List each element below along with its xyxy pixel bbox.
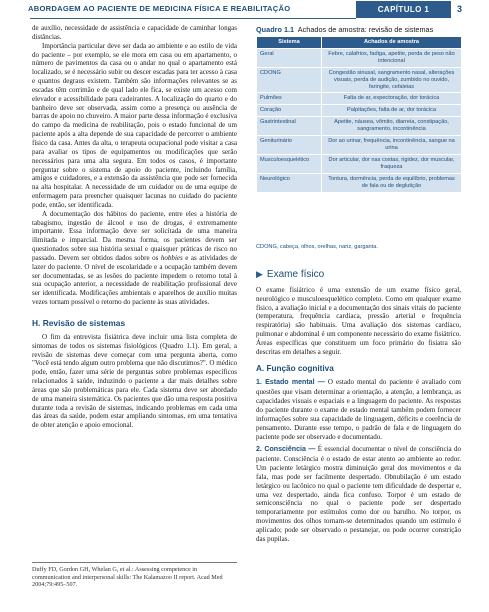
subsection-heading: A. Função cognitiva (256, 363, 334, 373)
table-header-row (257, 37, 462, 49)
table-cell: Geral (257, 48, 322, 67)
table-cell: Geniturinário (257, 136, 322, 155)
section-heading-text: Exame físico (266, 269, 325, 280)
table-row (257, 173, 462, 192)
reference-divider (32, 562, 237, 563)
inline-heading: 2. Consciência — (256, 446, 316, 454)
table-cell: Dor articular, dor nas costas, rigidez, dor muscular, fraqueza (322, 154, 462, 173)
table-cell: Pulmões (257, 93, 322, 105)
table-header-cell: Achados de amostra (322, 37, 462, 49)
table-cell: Congestão sinusal, sangramento nasal, alterações visuais, perda de audição, zumbido no ouvido, faringite, cefaleias (322, 67, 462, 93)
table-row (257, 105, 462, 117)
review-of-systems-table (256, 36, 462, 193)
right-column (256, 270, 461, 544)
body-paragraph (256, 378, 461, 441)
body-paragraph: O fim da entrevista fisiátrica deve incluir uma lista completa de sintomas de todos os sistemas fisiológicos (Quadro 1.1). Em geral, a revisão de sistemas deve começar com uma pergunta aberta, como "Você está tendo algum outro problema que não discutimos?". O médico pode, então, fazer uma série de perguntas sobre problemas específicos relacionados à saúde, induzindo o paciente a dar mais detalhes sobre áreas que são problemáticas para ele. Cada sistema deve ser abordado de uma maneira sistemática. Os pacientes que dão uma resposta positiva durante toda a revisão de sistemas, indicando problemas em cada uma das áreas da saúde, podem estar ampliando sintomas, em uma tentativa de obter atenção e apoio emocional. (32, 332, 237, 430)
table-row (257, 154, 462, 173)
table-cell: Febre, calafrios, fadiga, apetite, perda de peso não intencional (322, 48, 462, 67)
emphasis-text: hobbies (160, 253, 183, 262)
page-number: 3 (457, 4, 463, 14)
body-paragraph: de auxílio, necessidade de assistência e capacidade de caminhar longas distâncias. (32, 24, 237, 41)
table-cell: Musculoesquelético (257, 154, 322, 173)
left-column (32, 24, 237, 430)
chapter-tab: CAPÍTULO 1 (356, 1, 451, 18)
running-header (0, 0, 489, 20)
table-cell: Coração (257, 105, 322, 117)
table-row (257, 48, 462, 67)
table-cell: Falta de ar, expectoração, dor torácica (322, 93, 462, 105)
table-cell: CDONG (257, 67, 322, 93)
body-text: É essencial documentar o nível de consciência do paciente. Consciência é o estado de estar atento ao ambiente ao redor. Um paciente letárgico mostra diminuição geral dos movimentos e da fala, mas pode ser facilmente despertado. Obnubilação é um estado letárgico ou lacônico no qual o paciente tem dificuldade de despertar e, uma vez despertado, ainda fica confuso. Torpor é um estado de semiconsciência no qual o paciente pode ser despertado temporariamente por estímulos como dor ou barulho. No torpor, os movimentos dos olhos tornam-se determinados quando um estímulo é aplicado; pode ser observado o pestanejar, ou pode ocorrer constrição das pupilas. (256, 445, 462, 543)
table-cell: Palpitações, falta de ar, dor torácica (322, 105, 462, 117)
table-row (257, 93, 462, 105)
table-cell: Tontura, dormência, perda de equilíbrio, problemas de fala ou de deglutição (322, 173, 462, 192)
table-cell: Gastrintestinal (257, 117, 322, 136)
table-cell: Apetite, náusea, vômito, diarreia, constipação, sangramento, incontinência (322, 117, 462, 136)
triangle-bullet-icon: ▶ (256, 269, 263, 279)
table-cell: Dor ao urinar, frequência, incontinência, sangue na urina (322, 136, 462, 155)
table-header-cell: Sistema (257, 37, 322, 49)
inline-heading: 1. Estado mental — (256, 379, 325, 387)
table-footnote: CDONG, cabeça, olhos, orelhas, nariz, garganta. (256, 244, 378, 250)
body-text: O estado mental do paciente é avaliado com questões que visam determinar a orientação, a atenção, a lembrança, as capacidades visuais e espaciais e a linguagem do paciente. As respostas do paciente durante o exame de estado mental também podem fornecer informações sobre sua capacidade de linguagem, déficits e coerência de pensamento. Durante esse tempo, o padrão de fala e de linguagem do paciente pode ser observado e documentado. (256, 378, 462, 441)
table-caption: Achados de amostra: revisão de sistemas (297, 25, 434, 34)
reference-text: Duffy FD, Gordon GH, Whelan G, et al.: Assessing competence in communication and interpersonal skills: The Kalamazoo II report. Acad Med 2004;79:495–507. (32, 566, 223, 589)
section-heading (256, 270, 461, 280)
table-row (257, 136, 462, 155)
body-paragraph: O exame fisiátrico é uma extensão de um exame físico geral, neurológico e musculoesquelético completo. Como em qualquer exame físico, a avaliação inicial e a documentação dos sinais vitais do paciente (temperatura, frequência cardíaca, pressão arterial e frequência respiratória) são habituais. Uma avaliação dos sistemas cardíaco, pulmonar e abdominal é um componente necessário do exame fisiátrico. Áreas específicas que constituem um foco primário do fisiatra são descritas em detalhes a seguir. (256, 285, 461, 356)
table-title (256, 25, 433, 34)
body-text: e as atividades de lazer do paciente. O nível de escolaridade e a ocupação também devem ser documentadas, se as lesões do paciente impedem o retorno total à sua ocupação anterior, a necessidade de reabilitação profissional deve ser identificada. Modificações ambientais e aparelhos de auxílio muitas vezes tornam possível o retorno do paciente às suas atividades. (32, 253, 237, 307)
body-text: A documentação dos hábitos do paciente, entre eles a história de tabagismo, ingestão de álcool e uso de drogas, é extremamente importante. Essa informação deve ser solicitada de uma maneira ilimitada e imparcial. Da mesma forma, os pacientes devem ser questionados sobre sua história sexual e quaisquer práticas de risco no passado. Devem ser obtidos dados sobre os (32, 209, 237, 262)
header-rule (30, 18, 356, 19)
body-paragraph (32, 210, 237, 307)
table-row (257, 117, 462, 136)
body-paragraph: Importância particular deve ser dada ao ambiente e ao estilo de vida do paciente – por exemplo, se ele mora em casa ou em apartamento, o número de pavimentos da casa ou o andar no qual o apartamento está localizado, se é necessário subir ou descer escadas para ter acesso à casa e quantos degraus existem. Também são informações relevantes se as escadas têm corrimão e de qual lado ele fica, se existe um acesso com elevador e acessibilidade para cadeirantes. A localização do quarto e do banheiro deve ser observada, assim como a presença ou ausência de barras de apoio no chuveiro. A maior parte dessa informação é exclusiva do campo da medicina de reabilitação, pois o estado funcional de um paciente após a alta depende de sua capacidade de percorrer o ambiente físico da casa. Antes da alta, o terapeuta ocupacional pode visitar a casa para avaliar os tipos de equipamentos ou modificações que serão necessários para uma alta segura. Em todos os casos, é importante perguntar sobre o sistema de apoio do paciente, incluindo família, amigos e cuidadores, e a extensão da assistência que pode ser fornecida na alta hospitalar. A necessidade de um cuidador ou de uma equipe de enfermagem para preencher quaisquer lacunas no cuidado do paciente pode, então, ser identificada. (32, 41, 237, 209)
table-label: Quadro 1.1 (256, 25, 295, 34)
table-cell: Neurológico (257, 173, 322, 192)
table-row (257, 67, 462, 93)
body-paragraph (256, 445, 461, 543)
running-title: ABORDAGEM AO PACIENTE DE MEDICINA FÍSICA E REABILITAÇÃO (28, 4, 291, 13)
section-heading: H. Revisão de sistemas (32, 318, 126, 328)
